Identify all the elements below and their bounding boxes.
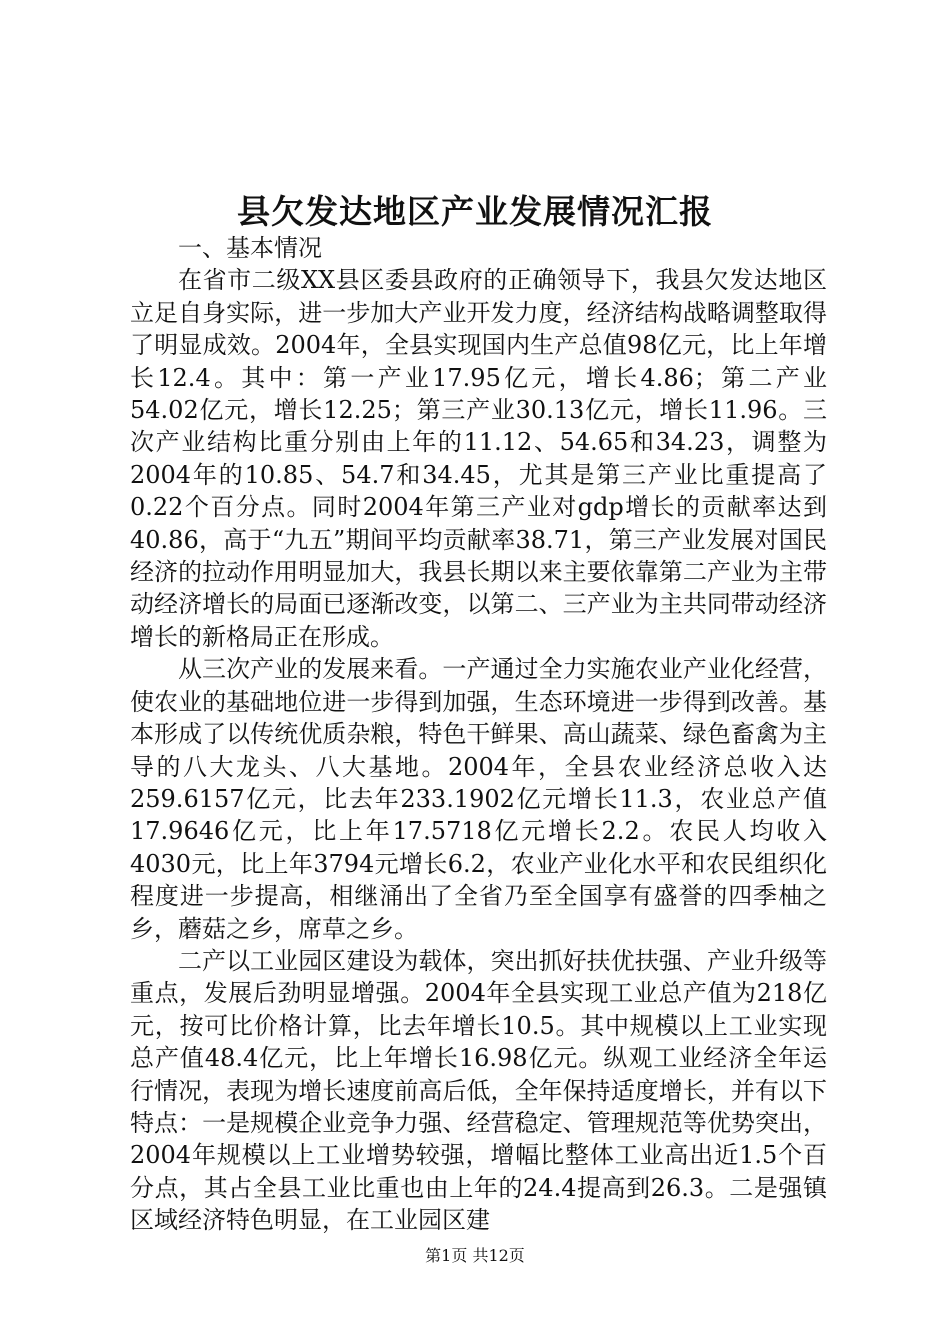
document-title: 县欠发达地区产业发展情况汇报 <box>237 192 713 231</box>
page-footer: 第1页 共12页 <box>425 1246 525 1265</box>
paragraph: 二产以工业园区建设为载体，突出抓好扶优扶强、产业升级等重点，发展后劲明显增强。2004年全县实现工业总产值为218亿元，按可比价格计算，比去年增长10.5。其中规模以上工业实现总产值48.4亿元，比上年增长16.98亿元。纵观工业经济全年运行情况，表现为增长速度前高后低，全年保持适度增长，并有以下特点：一是规模企业竞争力强、经营稳定、管理规范等优势突出，2004年规模以上工业增势较强，增幅比整体工业高出近1.5个百分点，其占全县工业比重也由上年的24.4提高到26.3。二是强镇区域经济特色明显，在工业园区建 <box>130 946 827 1235</box>
document-body <box>130 232 827 1237</box>
paragraph: 从三次产业的发展来看。一产通过全力实施农业产业化经营，使农业的基础地位进一步得到加强，生态环境进一步得到改善。基本形成了以传统优质杂粮，特色干鲜果、高山蔬菜、绿色畜禽为主导的八大龙头、八大基地。2004年，全县农业经济总收入达259.6157亿元，比去年233.1902亿元增长11.3，农业总产值17.9646亿元，比上年17.5718亿元增长2.2。农民人均收入4030元，比上年3794元增长6.2，农业产业化水平和农民组织化程度进一步提高，相继涌出了全省乃至全国享有盛誉的四季柚之乡，蘑菇之乡，席草之乡。 <box>130 655 827 943</box>
section-heading: 一、基本情况 <box>178 234 322 262</box>
paragraph: 在省市二级XX县区委县政府的正确领导下，我县欠发达地区立足自身实际，进一步加大产业开发力度，经济结构战略调整取得了明显成效。2004年，全县实现国内生产总值98亿元，比上年增长12.4。其中：第一产业17.95亿元，增长4.86；第二产业54.02亿元，增长12.25；第三产业30.13亿元，增长11.96。三次产业结构比重分别由上年的11.12、54.65和34.23，调整为2004年的10.85、54.7和34.45，尤其是第三产业比重提高了0.22个百分点。同时2004年第三产业对gdp增长的贡献率达到40.86，高于“九五”期间平均贡献率38.71，第三产业发展对国民经济的拉动作用明显加大，我县长期以来主要依靠第二产业为主带动经济增长的局面已逐渐改变，以第二、三产业为主共同带动经济增长的新格局正在形成。 <box>130 266 827 651</box>
